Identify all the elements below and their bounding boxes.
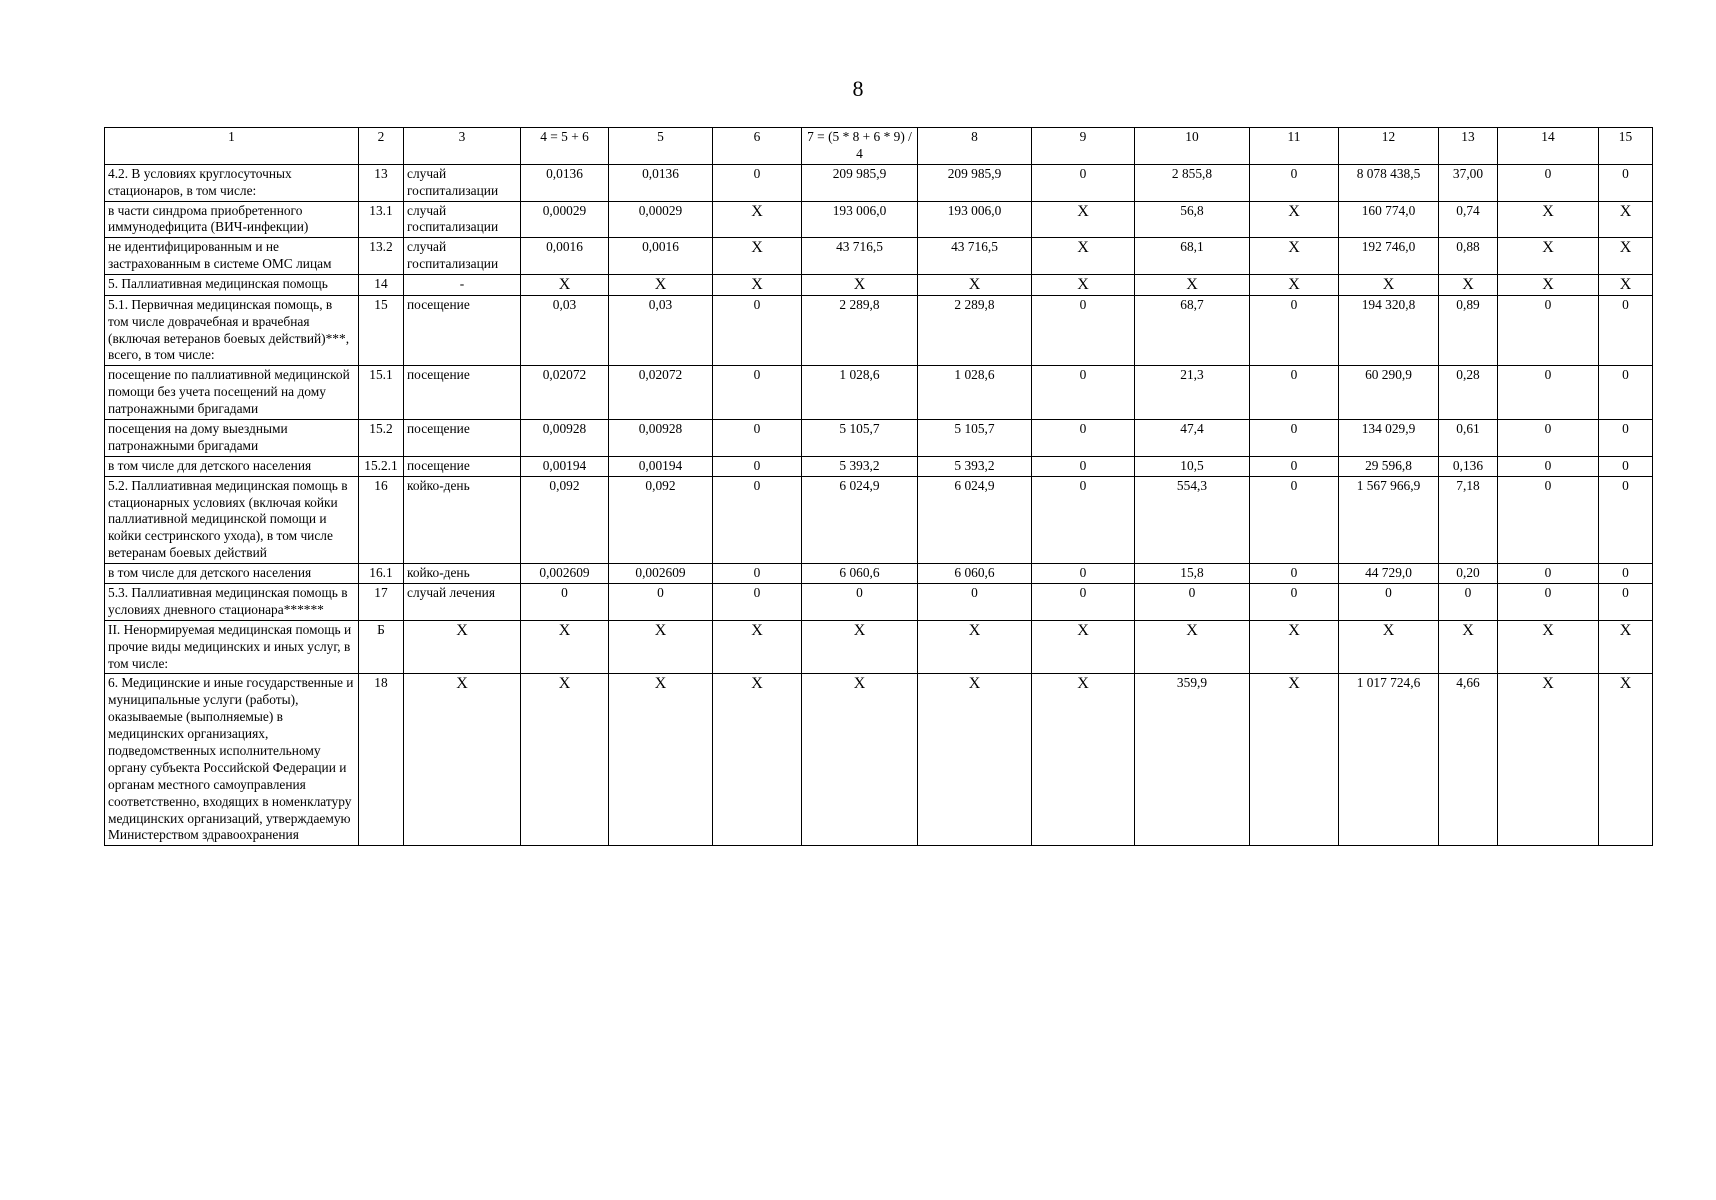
table-cell: 0 (1250, 564, 1339, 584)
table-cell: 0 (713, 366, 802, 420)
table-cell: 2 855,8 (1135, 164, 1250, 201)
table-cell: X (521, 620, 609, 674)
column-header: 15 (1599, 128, 1653, 165)
table-cell: X (1599, 238, 1653, 275)
row-number-cell: 13.2 (359, 238, 404, 275)
table-cell: X (1250, 201, 1339, 238)
table-cell: 15,8 (1135, 564, 1250, 584)
table-cell: 0,00029 (609, 201, 713, 238)
table-cell: 0 (521, 583, 609, 620)
table-cell: 29 596,8 (1339, 456, 1439, 476)
unit-cell: койко-день (404, 476, 521, 563)
row-description-cell: 5.2. Паллиативная медицинская помощь в стационарных условиях (включая койки паллиативной медицинской помощи и койки сестринского ухода), в том числе ветеранам боевых действий (105, 476, 359, 563)
column-header: 3 (404, 128, 521, 165)
table-cell: 134 029,9 (1339, 419, 1439, 456)
table-cell: X (1498, 275, 1599, 296)
column-header: 5 (609, 128, 713, 165)
table-cell: 0,89 (1439, 295, 1498, 366)
column-header: 12 (1339, 128, 1439, 165)
table-cell: 1 567 966,9 (1339, 476, 1439, 563)
table-cell: X (1250, 238, 1339, 275)
unit-cell: посещение (404, 456, 521, 476)
table-cell: 1 017 724,6 (1339, 674, 1439, 846)
table-cell: 5 393,2 (918, 456, 1032, 476)
table-cell: X (918, 620, 1032, 674)
table-row (105, 201, 1653, 238)
table-cell: 0 (918, 583, 1032, 620)
table-cell: 0 (1032, 456, 1135, 476)
table-cell: 1 028,6 (918, 366, 1032, 420)
table-cell: X (1250, 620, 1339, 674)
unit-cell: X (404, 620, 521, 674)
table-cell: 0 (1250, 419, 1339, 456)
table-cell: X (1135, 275, 1250, 296)
table-cell: X (1032, 674, 1135, 846)
column-header: 7 = (5 * 8 + 6 * 9) / 4 (802, 128, 918, 165)
unit-cell: - (404, 275, 521, 296)
table-cell: X (802, 674, 918, 846)
table-cell: X (918, 275, 1032, 296)
table-cell: 37,00 (1439, 164, 1498, 201)
table-cell: 0 (1339, 583, 1439, 620)
column-header: 2 (359, 128, 404, 165)
unit-cell: случай лечения (404, 583, 521, 620)
table-cell: 5 105,7 (918, 419, 1032, 456)
row-number-cell: 16 (359, 476, 404, 563)
table-cell: 8 078 438,5 (1339, 164, 1439, 201)
table-cell: 0 (1498, 456, 1599, 476)
table-cell: 0 (1599, 583, 1653, 620)
table-cell: 0 (713, 164, 802, 201)
table-row (105, 456, 1653, 476)
table-cell: 0 (1250, 366, 1339, 420)
table-cell: 0 (1032, 366, 1135, 420)
row-number-cell: 15.2.1 (359, 456, 404, 476)
table-row (105, 164, 1653, 201)
table-cell: 359,9 (1135, 674, 1250, 846)
table-cell: 68,1 (1135, 238, 1250, 275)
table-row (105, 275, 1653, 296)
table-cell: X (609, 674, 713, 846)
table-cell: 1 028,6 (802, 366, 918, 420)
table-cell: X (1439, 275, 1498, 296)
table-cell: 2 289,8 (918, 295, 1032, 366)
table-cell: 68,7 (1135, 295, 1250, 366)
row-description-cell: 6. Медицинские и иные государственные и муниципальные услуги (работы), оказываемые (выполняемые) в медицинских организациях, подведомственных исполнительному органу субъекта Российской Федерации и органам местного самоуправления соответственно, входящих в номенклатуру медицинских организаций, утверждаемую Министерством здравоохранения (105, 674, 359, 846)
row-number-cell: 15.1 (359, 366, 404, 420)
financing-table (104, 127, 1653, 846)
table-cell: 0 (1250, 295, 1339, 366)
row-description-cell: посещения на дому выездными патронажными бригадами (105, 419, 359, 456)
unit-cell: случай госпитализации (404, 164, 521, 201)
table-cell: 5 105,7 (802, 419, 918, 456)
unit-cell: X (404, 674, 521, 846)
table-row (105, 295, 1653, 366)
table-cell: X (1032, 201, 1135, 238)
table-cell: 0 (713, 583, 802, 620)
table-cell: X (1599, 275, 1653, 296)
table-row (105, 564, 1653, 584)
table-cell: 0 (1032, 419, 1135, 456)
table-row (105, 238, 1653, 275)
table-cell: 0,092 (521, 476, 609, 563)
row-description-cell: 5. Паллиативная медицинская помощь (105, 275, 359, 296)
table-cell: 0,02072 (609, 366, 713, 420)
table-cell: X (713, 275, 802, 296)
column-header: 1 (105, 128, 359, 165)
table-cell: 10,5 (1135, 456, 1250, 476)
table-cell: 6 060,6 (918, 564, 1032, 584)
table-cell: 0 (1032, 564, 1135, 584)
table-cell: X (609, 620, 713, 674)
table-cell: 209 985,9 (802, 164, 918, 201)
table-cell: 47,4 (1135, 419, 1250, 456)
unit-cell: посещение (404, 295, 521, 366)
table-cell: 0 (1250, 456, 1339, 476)
column-header: 11 (1250, 128, 1339, 165)
table-cell: X (1339, 275, 1439, 296)
column-header: 8 (918, 128, 1032, 165)
column-header: 4 = 5 + 6 (521, 128, 609, 165)
table-cell: 0 (1498, 583, 1599, 620)
table-cell: 0,00194 (609, 456, 713, 476)
row-number-cell: 17 (359, 583, 404, 620)
table-cell: X (1439, 620, 1498, 674)
table-row (105, 476, 1653, 563)
unit-cell: койко-день (404, 564, 521, 584)
table-cell: 0 (1032, 583, 1135, 620)
table-cell: 56,8 (1135, 201, 1250, 238)
table-cell: X (1250, 275, 1339, 296)
table-cell: X (713, 674, 802, 846)
row-description-cell: 5.3. Паллиативная медицинская помощь в условиях дневного стационара****** (105, 583, 359, 620)
row-description-cell: 5.1. Первичная медицинская помощь, в том числе доврачебная и врачебная (включая ветеранов боевых действий)***, всего, в том числе: (105, 295, 359, 366)
table-cell: 0 (1439, 583, 1498, 620)
column-header: 14 (1498, 128, 1599, 165)
table-cell: 0,28 (1439, 366, 1498, 420)
table-cell: 0 (1599, 366, 1653, 420)
table-cell: 4,66 (1439, 674, 1498, 846)
table-cell: 0 (1498, 476, 1599, 563)
table-row (105, 620, 1653, 674)
table-cell: 0 (1498, 564, 1599, 584)
row-description-cell: не идентифицированным и не застрахованным в системе ОМС лицам (105, 238, 359, 275)
table-cell: 0,03 (609, 295, 713, 366)
row-number-cell: 18 (359, 674, 404, 846)
table-cell: 0 (1498, 366, 1599, 420)
table-cell: 193 006,0 (918, 201, 1032, 238)
table-cell: X (1339, 620, 1439, 674)
table-cell: 0,0136 (521, 164, 609, 201)
table-cell: 194 320,8 (1339, 295, 1439, 366)
table-cell: 0,61 (1439, 419, 1498, 456)
table-cell: 0,03 (521, 295, 609, 366)
table-cell: X (1498, 620, 1599, 674)
table-cell: 0 (802, 583, 918, 620)
table-cell: 0 (1032, 476, 1135, 563)
column-header: 9 (1032, 128, 1135, 165)
table-cell: 0,0016 (609, 238, 713, 275)
row-number-cell: 14 (359, 275, 404, 296)
unit-cell: случай госпитализации (404, 201, 521, 238)
row-number-cell: 13 (359, 164, 404, 201)
table-cell: 0 (1250, 583, 1339, 620)
row-description-cell: II. Ненормируемая медицинская помощь и прочие виды медицинских и иных услуг, в том числе: (105, 620, 359, 674)
table-cell: X (1032, 275, 1135, 296)
table-cell: X (1498, 201, 1599, 238)
unit-cell: посещение (404, 419, 521, 456)
row-description-cell: в том числе для детского населения (105, 564, 359, 584)
table-cell: 43 716,5 (802, 238, 918, 275)
row-number-cell: 16.1 (359, 564, 404, 584)
table-cell: X (609, 275, 713, 296)
table-cell: X (521, 275, 609, 296)
table-cell: 0 (1599, 564, 1653, 584)
table-cell: X (1498, 674, 1599, 846)
table-cell: X (713, 620, 802, 674)
column-header: 13 (1439, 128, 1498, 165)
table-cell: 0 (1498, 164, 1599, 201)
unit-cell: случай госпитализации (404, 238, 521, 275)
table-cell: X (1032, 620, 1135, 674)
table-cell: 0 (713, 419, 802, 456)
table-cell: 7,18 (1439, 476, 1498, 563)
table-cell: X (1599, 620, 1653, 674)
table-cell: 5 393,2 (802, 456, 918, 476)
table-body (105, 164, 1653, 846)
table-row (105, 674, 1653, 846)
table-cell: 21,3 (1135, 366, 1250, 420)
table-cell: 0 (713, 456, 802, 476)
table-cell: 0,02072 (521, 366, 609, 420)
table-cell: 6 060,6 (802, 564, 918, 584)
table-cell: 0 (1599, 456, 1653, 476)
table-cell: X (918, 674, 1032, 846)
table-cell: 0 (1032, 295, 1135, 366)
table-cell: 0 (609, 583, 713, 620)
column-header: 6 (713, 128, 802, 165)
table-cell: 0 (1599, 419, 1653, 456)
row-description-cell: посещение по паллиативной медицинской помощи без учета посещений на дому патронажными бригадами (105, 366, 359, 420)
table-cell: X (1498, 238, 1599, 275)
table-cell: 0,88 (1439, 238, 1498, 275)
table-cell: 0 (1498, 419, 1599, 456)
table-row (105, 583, 1653, 620)
table-cell: 0,20 (1439, 564, 1498, 584)
table-cell: 6 024,9 (802, 476, 918, 563)
table-cell: 192 746,0 (1339, 238, 1439, 275)
table-cell: X (1599, 674, 1653, 846)
row-number-cell: Б (359, 620, 404, 674)
table-cell: 0,136 (1439, 456, 1498, 476)
table-cell: 0,00928 (521, 419, 609, 456)
table-cell: 0,0016 (521, 238, 609, 275)
table-cell: 0 (713, 564, 802, 584)
table-cell: 0 (1032, 164, 1135, 201)
table-row (105, 366, 1653, 420)
table-cell: 0,002609 (609, 564, 713, 584)
table-cell: X (802, 620, 918, 674)
table-cell: 6 024,9 (918, 476, 1032, 563)
table-cell: 0 (1599, 476, 1653, 563)
table-cell: 0,00029 (521, 201, 609, 238)
row-description-cell: 4.2. В условиях круглосуточных стационаров, в том числе: (105, 164, 359, 201)
table-cell: 209 985,9 (918, 164, 1032, 201)
row-description-cell: в том числе для детского населения (105, 456, 359, 476)
table-cell: 0 (713, 295, 802, 366)
table-cell: 0,00928 (609, 419, 713, 456)
table-cell: 0 (713, 476, 802, 563)
table-header-row (105, 128, 1653, 165)
table-cell: 0 (1599, 164, 1653, 201)
column-header: 10 (1135, 128, 1250, 165)
table-cell: 2 289,8 (802, 295, 918, 366)
table-cell: 0 (1498, 295, 1599, 366)
table-cell: X (1135, 620, 1250, 674)
unit-cell: посещение (404, 366, 521, 420)
table-cell: 0 (1250, 476, 1339, 563)
table-cell: 44 729,0 (1339, 564, 1439, 584)
table-cell: X (802, 275, 918, 296)
table-row (105, 419, 1653, 456)
table-cell: 193 006,0 (802, 201, 918, 238)
table-cell: 0 (1135, 583, 1250, 620)
row-description-cell: в части синдрома приобретенного иммунодефицита (ВИЧ-инфекции) (105, 201, 359, 238)
table-cell: 0,74 (1439, 201, 1498, 238)
table-cell: 0,092 (609, 476, 713, 563)
table-cell: X (1599, 201, 1653, 238)
table-cell: 554,3 (1135, 476, 1250, 563)
table-cell: 0,0136 (609, 164, 713, 201)
table-cell: 60 290,9 (1339, 366, 1439, 420)
table-cell: 0,00194 (521, 456, 609, 476)
table-cell: X (1250, 674, 1339, 846)
row-number-cell: 15.2 (359, 419, 404, 456)
row-number-cell: 15 (359, 295, 404, 366)
table-cell: 0 (1250, 164, 1339, 201)
row-number-cell: 13.1 (359, 201, 404, 238)
table-cell: X (713, 201, 802, 238)
table-cell: X (521, 674, 609, 846)
table-cell: X (1032, 238, 1135, 275)
table-cell: X (713, 238, 802, 275)
table-cell: 0 (1599, 295, 1653, 366)
table-cell: 160 774,0 (1339, 201, 1439, 238)
table-cell: 0,002609 (521, 564, 609, 584)
page-number: 8 (852, 76, 864, 101)
table-cell: 43 716,5 (918, 238, 1032, 275)
